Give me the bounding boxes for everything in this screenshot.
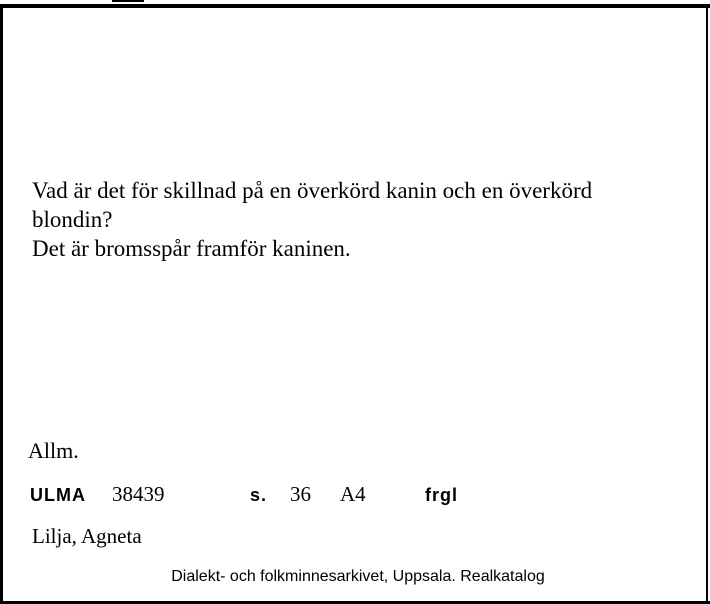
joke-line-1: Vad är det för skillnad på en överkörd kanin och en överkörd	[32, 178, 593, 203]
paper-format: A4	[340, 482, 366, 506]
page-number: 36	[290, 482, 311, 506]
top-edge-mark	[112, 0, 144, 2]
reference-row	[0, 482, 710, 510]
archive-footer: Dialekt- och folkminnesarkivet, Uppsala. Realkatalog	[171, 568, 545, 585]
top-border	[0, 4, 710, 8]
category-label: Allm.	[28, 438, 79, 463]
left-border	[0, 4, 3, 604]
joke-line-3: Det är bromsspår framför kaninen.	[32, 236, 351, 261]
page-label: s.	[250, 485, 268, 505]
archive-label: ULMA	[30, 485, 86, 505]
joke-text	[32, 176, 682, 263]
informant-name: Lilja, Agneta	[32, 524, 142, 548]
genre-code: frgl	[425, 485, 458, 505]
archive-number: 38439	[112, 482, 165, 506]
joke-line-2: blondin?	[32, 207, 113, 232]
right-border	[706, 4, 708, 604]
